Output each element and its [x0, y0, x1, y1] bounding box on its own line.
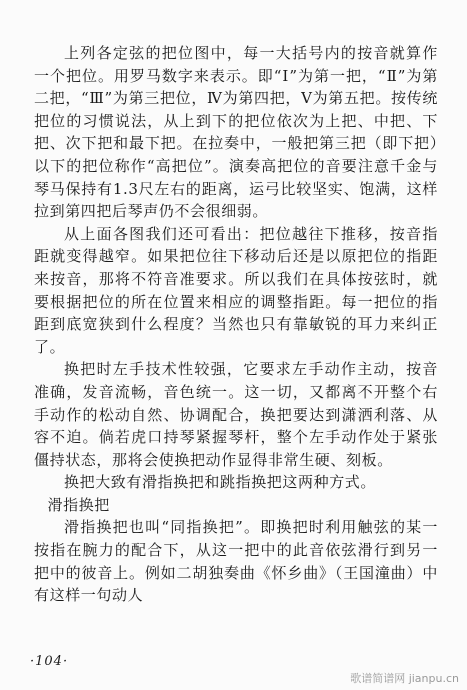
section-heading: 滑指换把 [47, 495, 110, 514]
paragraph-position-notation: 上列各定弦的把位图中，每一大括号内的按音就算作一个把位。用罗马数字来表示。即“Ⅰ”为第一把，“Ⅱ”为第二把，“Ⅲ”为第三把位，Ⅳ为第四把，Ⅴ为第五把。按传统把位的习惯说法，从上到下的把位依次为上把、中把、下把、次下把和最下把。在拉奏中，一般把第三把（即下把）以下的把位称作“高把位”。演奏高把位的音要注意千金与琴马保持有1.3尺左右的距离，运弓比较坚实、饱满，这样拉到第四把后琴声仍不会很细弱。 [34, 44, 438, 221]
paragraph-slide-shift: 滑指换把也叫“同指换把”。即换把时利用触弦的某一按指在腕力的配合下，从这一把中的此音依弦滑行到另一把中的彼音上。例如二胡独奏曲《怀乡曲》（王国潼曲）中有这样一句动人 [34, 518, 438, 605]
paragraph-finger-spacing: 从上面各图我们还可看出：把位越往下推移，按音指距就变得越窄。如果把位往下移动后还是以原把位的指距来按音，那将不符音准要求。所以我们在具体按弦时，就要根据把位的所在位置来相应的调整指距。每一把位的指距到底宽狭到什么程度？当然也只有靠敏锐的耳力来纠正了。 [34, 224, 438, 356]
body-text [34, 42, 438, 607]
watermark: 歌谱简谱网 jianpu.cn [350, 672, 459, 685]
paragraph-shifting-methods: 换把大致有滑指换把和跳指换把这两种方式。 [64, 473, 377, 492]
page-number: ·104· [30, 654, 69, 669]
paragraph-shifting-technique: 换把时左手技术性较强，它要求左手动作主动，按音准确，发音流畅，音色统一。这一切，又都离不开整个右手动作的松动自然、协调配合，换把要达到潇洒利落、从容不迫。倘若虎口持琴紧握琴杆，整个左手动作处于紧张僵持状态，那将会使换把动作显得非常生硬、刻板。 [34, 360, 438, 469]
